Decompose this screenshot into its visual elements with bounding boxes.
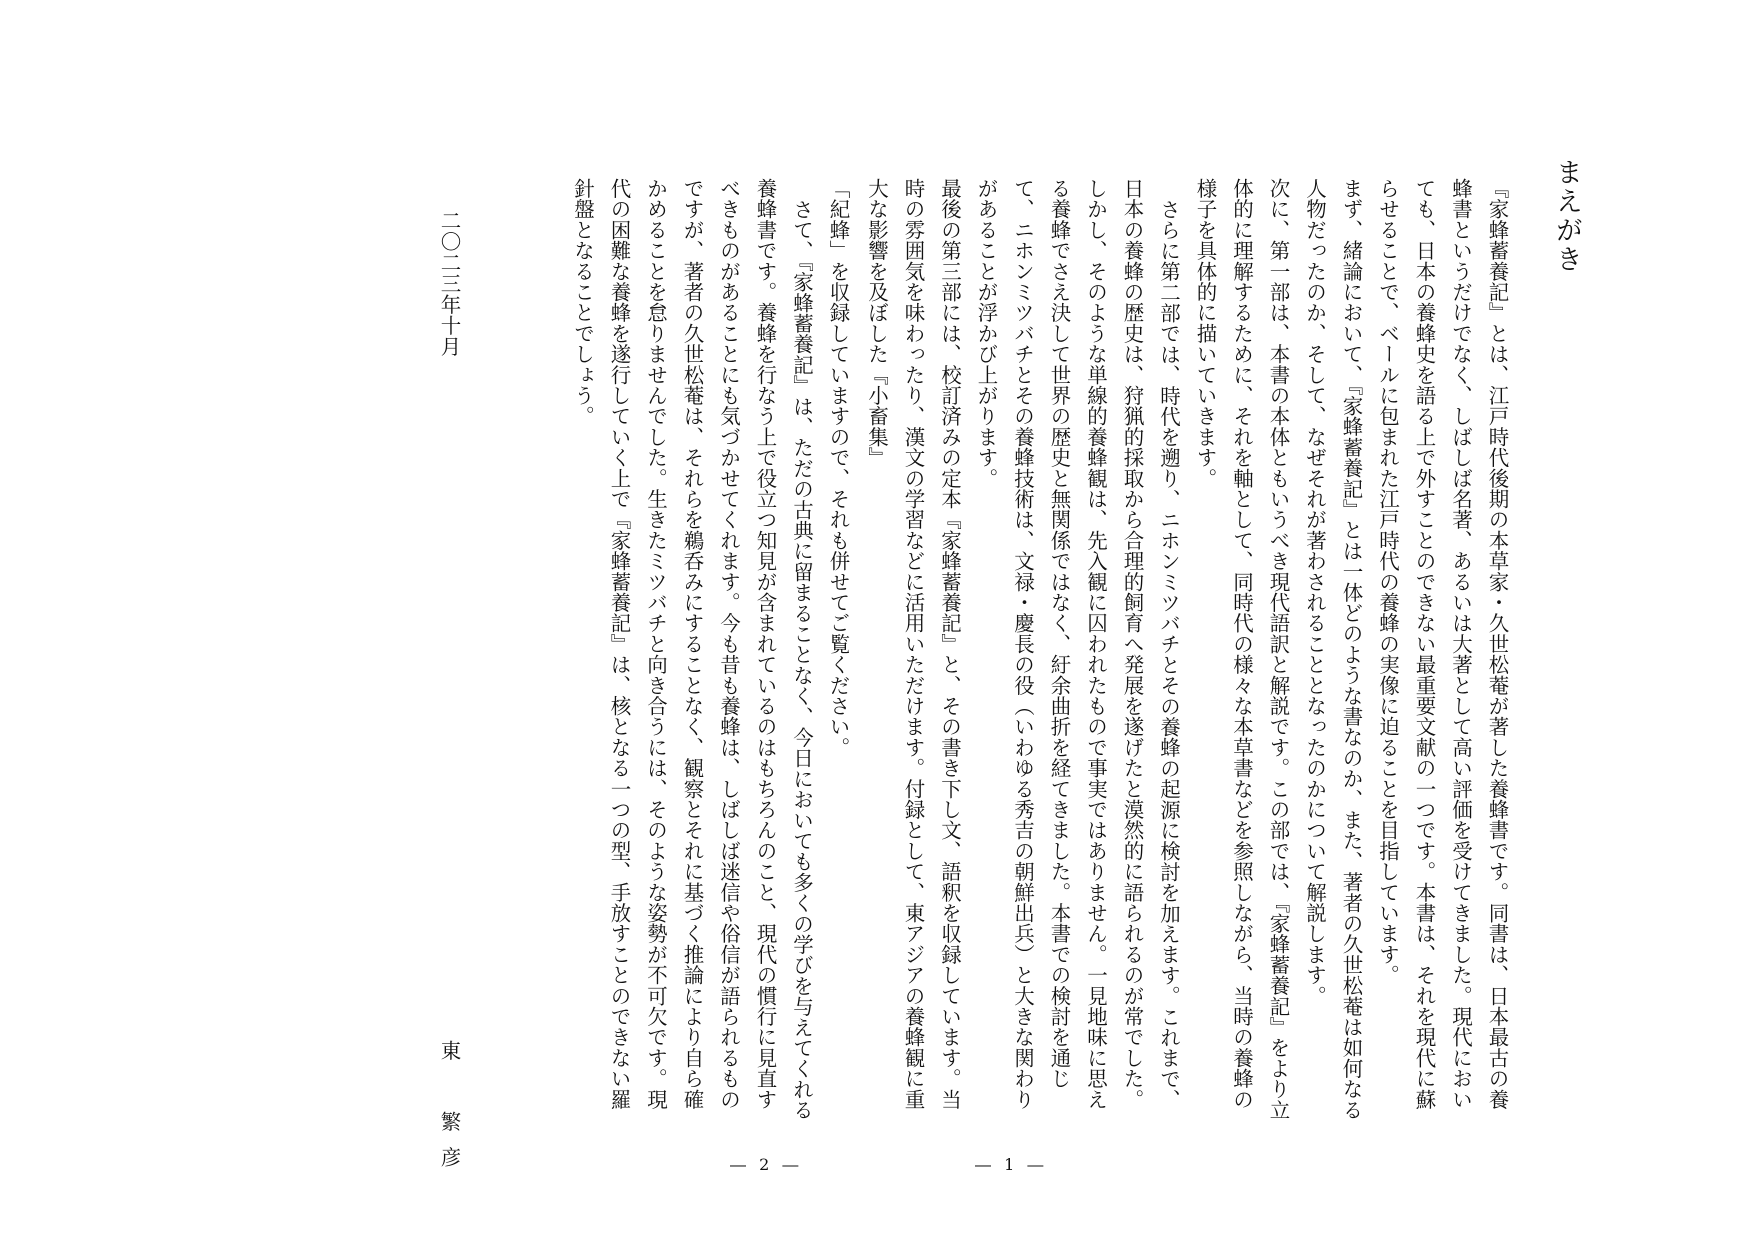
paragraph-part-one: 次に、第一部は、本書の本体ともいうべき現代語訳と解説です。この部では、『家蜂蓄養記』をより立体的に理解するために、それを軸として、同時代の様々な本草書などを参照しながら、当時の養蜂の様子を具体的に描いていきます。: [1193, 178, 1290, 1120]
preface-body-page-two: [566, 178, 856, 1128]
page-title: まえがき: [1551, 158, 1582, 274]
author-name: 東 繁彦: [437, 1040, 461, 1182]
preface-body-page-one: [864, 178, 1515, 1128]
paragraph-continuation: 「紀蜂」を収録していますので、それも併せてご覧ください。: [826, 178, 850, 758]
page-one: [864, 0, 1635, 1240]
paragraph-closing: さて、『家蜂蓄養記』は、ただの古典に留まることなく、今日においても多くの学びを与えてくれる養蜂書です。養蜂を行なう上で役立つ知見が含まれているのはもちろんのこと、現代の慣行に見直すべきものがあることにも気づかせてくれます。今も昔も養蜂は、しばしば迷信や俗信が語られるものですが、著者の久世松菴は、それらを鵜呑みにすることなく、観察とそれに基づく推論により自ら確かめることを怠りませんでした。生きたミツバチと向き合うには、そのような姿勢が不可欠です。現代の困難な養蜂を遂行していく上で『家蜂蓄養記』は、核となる一つの型、手放すことのできない羅針盤となることでしょう。: [570, 178, 814, 1120]
paragraph-introduction-section: まず、緒論において、『家蜂蓄養記』とは一体どのような書なのか、また、著者の久世松菴は如何なる人物だったのか、そして、なぜそれが著わされることとなったのかについて解説します。: [1302, 178, 1363, 1120]
signature-date: 二〇二三年十月: [437, 210, 461, 357]
page-two: [420, 0, 890, 1240]
page-number-two: ― 2 ―: [730, 1155, 803, 1174]
page-number-one: ― 1 ―: [975, 1155, 1048, 1174]
paragraph-intro: 『家蜂蓄養記』とは、江戸時代後期の本草家・久世松菴が著した養蜂書です。同書は、日本最古の養蜂書というだけでなく、しばしば名著、あるいは大著として高い評価を受けてきました。現代においても、日本の養蜂史を語る上で外すことのできない最重要文献の一つです。本書は、それを現代に蘇らせることで、ベールに包まれた江戸時代の養蜂の実像に迫ることを目指しています。: [1375, 178, 1509, 1110]
paragraph-part-three: 最後の第三部には、校訂済みの定本『家蜂蓄養記』と、その書き下し文、語釈を収録しています。当時の雰囲気を味わったり、漢文の学習などに活用いただけます。付録として、東アジアの養蜂観に重大な影響を及ぼした『小畜集』: [864, 178, 962, 1110]
paragraph-part-two: さらに第二部では、時代を遡り、ニホンミツバチとその養蜂の起源に検討を加えます。これまで、日本の養蜂の歴史は、狩猟的採取から合理的飼育へ発展を遂げたと漠然的に語られるのが常でした。しかし、そのような単線的養蜂観は、先入観に囚われたもので事実ではありません。一見地味に思える養蜂でさえ決して世界の歴史と無関係ではなく、紆余曲折を経てきました。本書での検討を通じて、ニホンミツバチとその養蜂技術は、文禄・慶長の役（いわゆる秀吉の朝鮮出兵）と大きな関わりがあることが浮かび上がります。: [974, 178, 1181, 1110]
